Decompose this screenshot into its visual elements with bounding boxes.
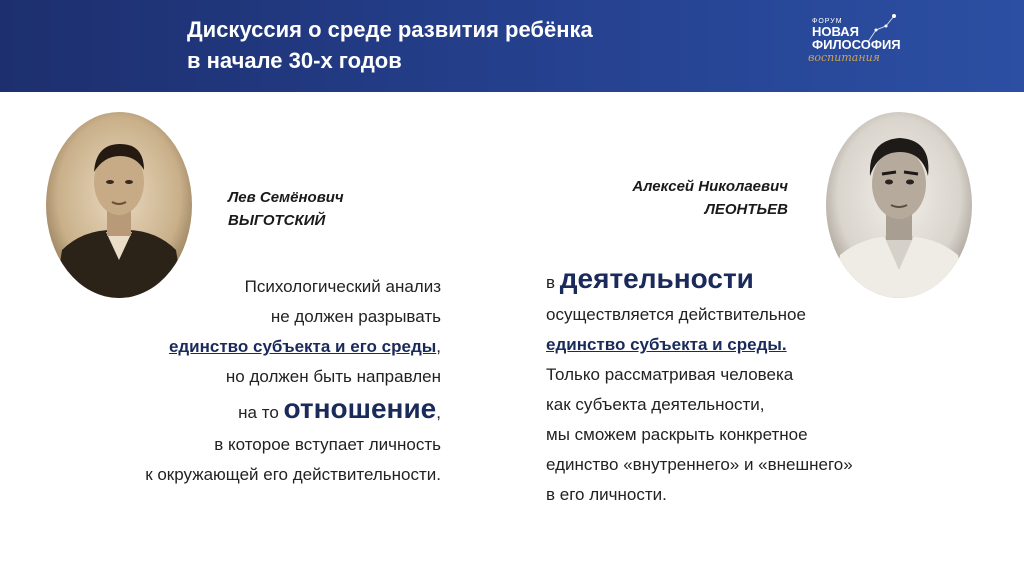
logo-line-1: ФОРУМ bbox=[812, 18, 843, 25]
leontiev-quote bbox=[546, 262, 853, 510]
right-quote-line-4: Только рассматривая человека bbox=[546, 365, 794, 384]
left-quote-line-4: но должен быть направлен bbox=[225, 367, 441, 386]
right-quote-line-5: как субъекта деятельности, bbox=[546, 395, 765, 414]
left-quote-prefix: на то bbox=[238, 403, 284, 422]
vygotsky-quote bbox=[145, 272, 441, 490]
left-quote-emphasis: единство субъекта и его среды bbox=[168, 337, 437, 356]
right-quote-emphasis: единство субъекта и среды bbox=[546, 335, 782, 354]
right-quote-line-8: в его личности. bbox=[546, 485, 667, 504]
right-quote-line-7: единство «внутреннего» и «внешнего» bbox=[546, 455, 853, 474]
slide-title bbox=[187, 14, 593, 76]
vygotsky-surname: ВЫГОТСКИЙ bbox=[228, 212, 326, 229]
right-quote-line-3 bbox=[546, 330, 853, 360]
header-banner bbox=[0, 0, 1024, 92]
leontiev-surname: ЛЕОНТЬЕВ bbox=[704, 201, 788, 218]
left-quote-keyword: отношение bbox=[283, 393, 437, 424]
right-quote-keyword: деятельности bbox=[559, 263, 754, 294]
forum-logo bbox=[804, 12, 924, 72]
logo-line-3: ФИЛОСОФИЯ bbox=[812, 37, 901, 52]
title-line-1: Дискуссия о среде развития ребёнка bbox=[187, 17, 593, 42]
left-quote-comma: , bbox=[436, 337, 441, 356]
logo-line-4: воспитания bbox=[808, 51, 880, 64]
right-quote-line-1 bbox=[546, 262, 853, 300]
left-quote-line-6: в которое вступает личность bbox=[214, 435, 441, 454]
constellation-icon bbox=[864, 12, 904, 46]
leontiev-name bbox=[632, 175, 788, 221]
left-quote-line-1: Психологический анализ bbox=[244, 277, 441, 296]
left-quote-comma-2: , bbox=[436, 403, 441, 422]
leontiev-first-names: Алексей Николаевич bbox=[632, 178, 788, 195]
vygotsky-name bbox=[228, 186, 344, 232]
right-quote-period: . bbox=[781, 335, 787, 354]
right-quote-line-2: осуществляется действительное bbox=[546, 305, 806, 324]
title-line-2: в начале 30-х годов bbox=[187, 48, 402, 73]
left-quote-line-7: к окружающей его действительности. bbox=[145, 465, 441, 484]
right-quote-prefix: в bbox=[546, 273, 560, 292]
left-quote-line-5 bbox=[145, 392, 441, 430]
vygotsky-first-names: Лев Семёнович bbox=[228, 189, 344, 206]
left-quote-line-3 bbox=[145, 332, 441, 362]
logo-line-2: НОВАЯ bbox=[812, 24, 859, 39]
left-quote-line-2: не должен разрывать bbox=[270, 307, 441, 326]
right-quote-line-6: мы сможем раскрыть конкретное bbox=[546, 425, 808, 444]
